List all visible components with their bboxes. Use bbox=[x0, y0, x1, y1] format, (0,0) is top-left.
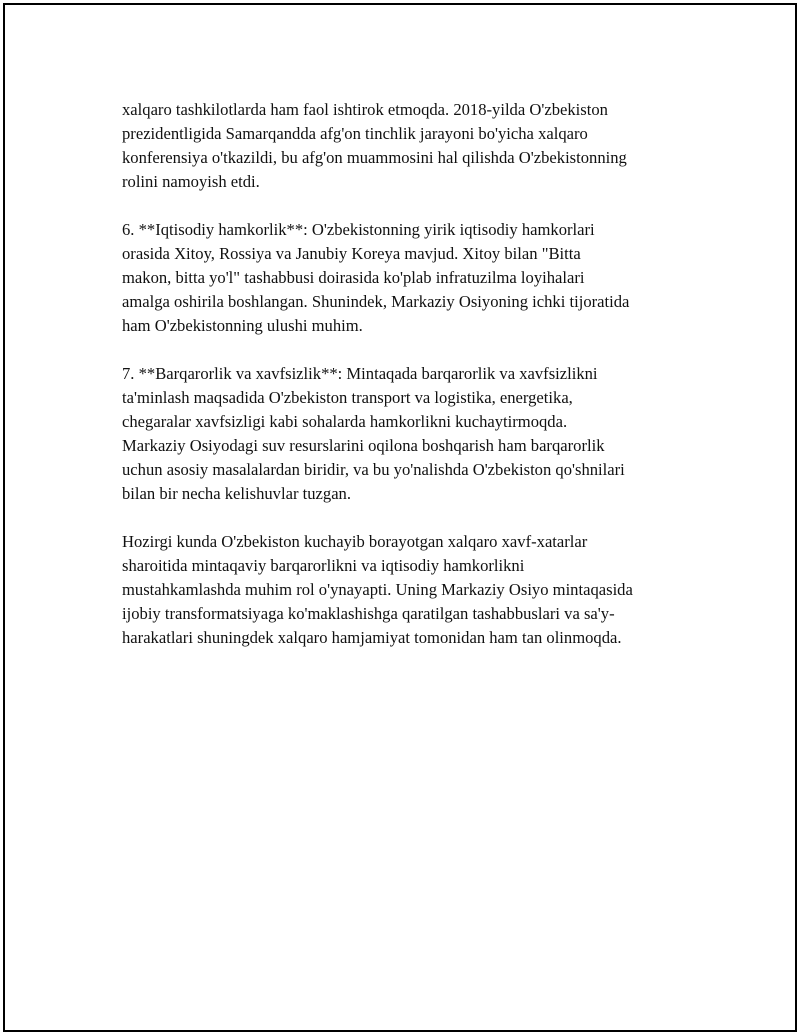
page-frame bbox=[3, 3, 797, 1032]
text-line: bilan bir necha kelishuvlar tuzgan. bbox=[122, 484, 352, 503]
paragraph-continuation bbox=[122, 98, 702, 194]
text-line: harakatlari shuningdek xalqaro hamjamiyat tomonidan ham tan olinmoqda. bbox=[122, 628, 622, 647]
text-line: sharoitida mintaqaviy barqarorlikni va iqtisodiy hamkorlikni bbox=[122, 556, 525, 575]
text-line: xalqaro tashkilotlarda ham faol ishtirok etmoqda. 2018-yilda O'zbekiston bbox=[122, 100, 608, 119]
text-line: orasida Xitoy, Rossiya va Janubiy Koreya mavjud. Xitoy bilan "Bitta bbox=[122, 244, 581, 263]
text-line: ijobiy transformatsiyaga ko'maklashishga qaratilgan tashabbuslari va sa'y- bbox=[122, 604, 615, 623]
paragraph-economic-cooperation bbox=[122, 218, 702, 338]
text-line: Markaziy Osiyodagi suv resurslarini oqilona boshqarish ham barqarorlik bbox=[122, 436, 605, 455]
paragraph-stability-security bbox=[122, 362, 702, 506]
text-line: mustahkamlashda muhim rol o'ynayapti. Uning Markaziy Osiyo mintaqasida bbox=[122, 580, 633, 599]
text-line: makon, bitta yo'l" tashabbusi doirasida ko'plab infratuzilma loyihalari bbox=[122, 268, 585, 287]
text-line: prezidentligida Samarqandda afg'on tinchlik jarayoni bo'yicha xalqaro bbox=[122, 124, 588, 143]
text-line: uchun asosiy masalalardan biridir, va bu yo'nalishda O'zbekiston qo'shnilari bbox=[122, 460, 625, 479]
text-line: chegaralar xavfsizligi kabi sohalarda hamkorlikni kuchaytirmoqda. bbox=[122, 412, 568, 431]
text-line: 7. **Barqarorlik va xavfsizlik**: Mintaqada barqarorlik va xavfsizlikni bbox=[122, 364, 598, 383]
text-line: ta'minlash maqsadida O'zbekiston transport va logistika, energetika, bbox=[122, 388, 573, 407]
paragraph-conclusion bbox=[122, 530, 702, 650]
text-line: amalga oshirila boshlangan. Shunindek, Markaziy Osiyoning ichki tijoratida bbox=[122, 292, 630, 311]
document-body bbox=[122, 98, 702, 674]
text-line: konferensiya o'tkazildi, bu afg'on muammosini hal qilishda O'zbekistonning bbox=[122, 148, 627, 167]
text-line: Hozirgi kunda O'zbekiston kuchayib borayotgan xalqaro xavf-xatarlar bbox=[122, 532, 588, 551]
text-line: 6. **Iqtisodiy hamkorlik**: O'zbekistonning yirik iqtisodiy hamkorlari bbox=[122, 220, 595, 239]
text-line: rolini namoyish etdi. bbox=[122, 172, 260, 191]
text-line: ham O'zbekistonning ulushi muhim. bbox=[122, 316, 363, 335]
